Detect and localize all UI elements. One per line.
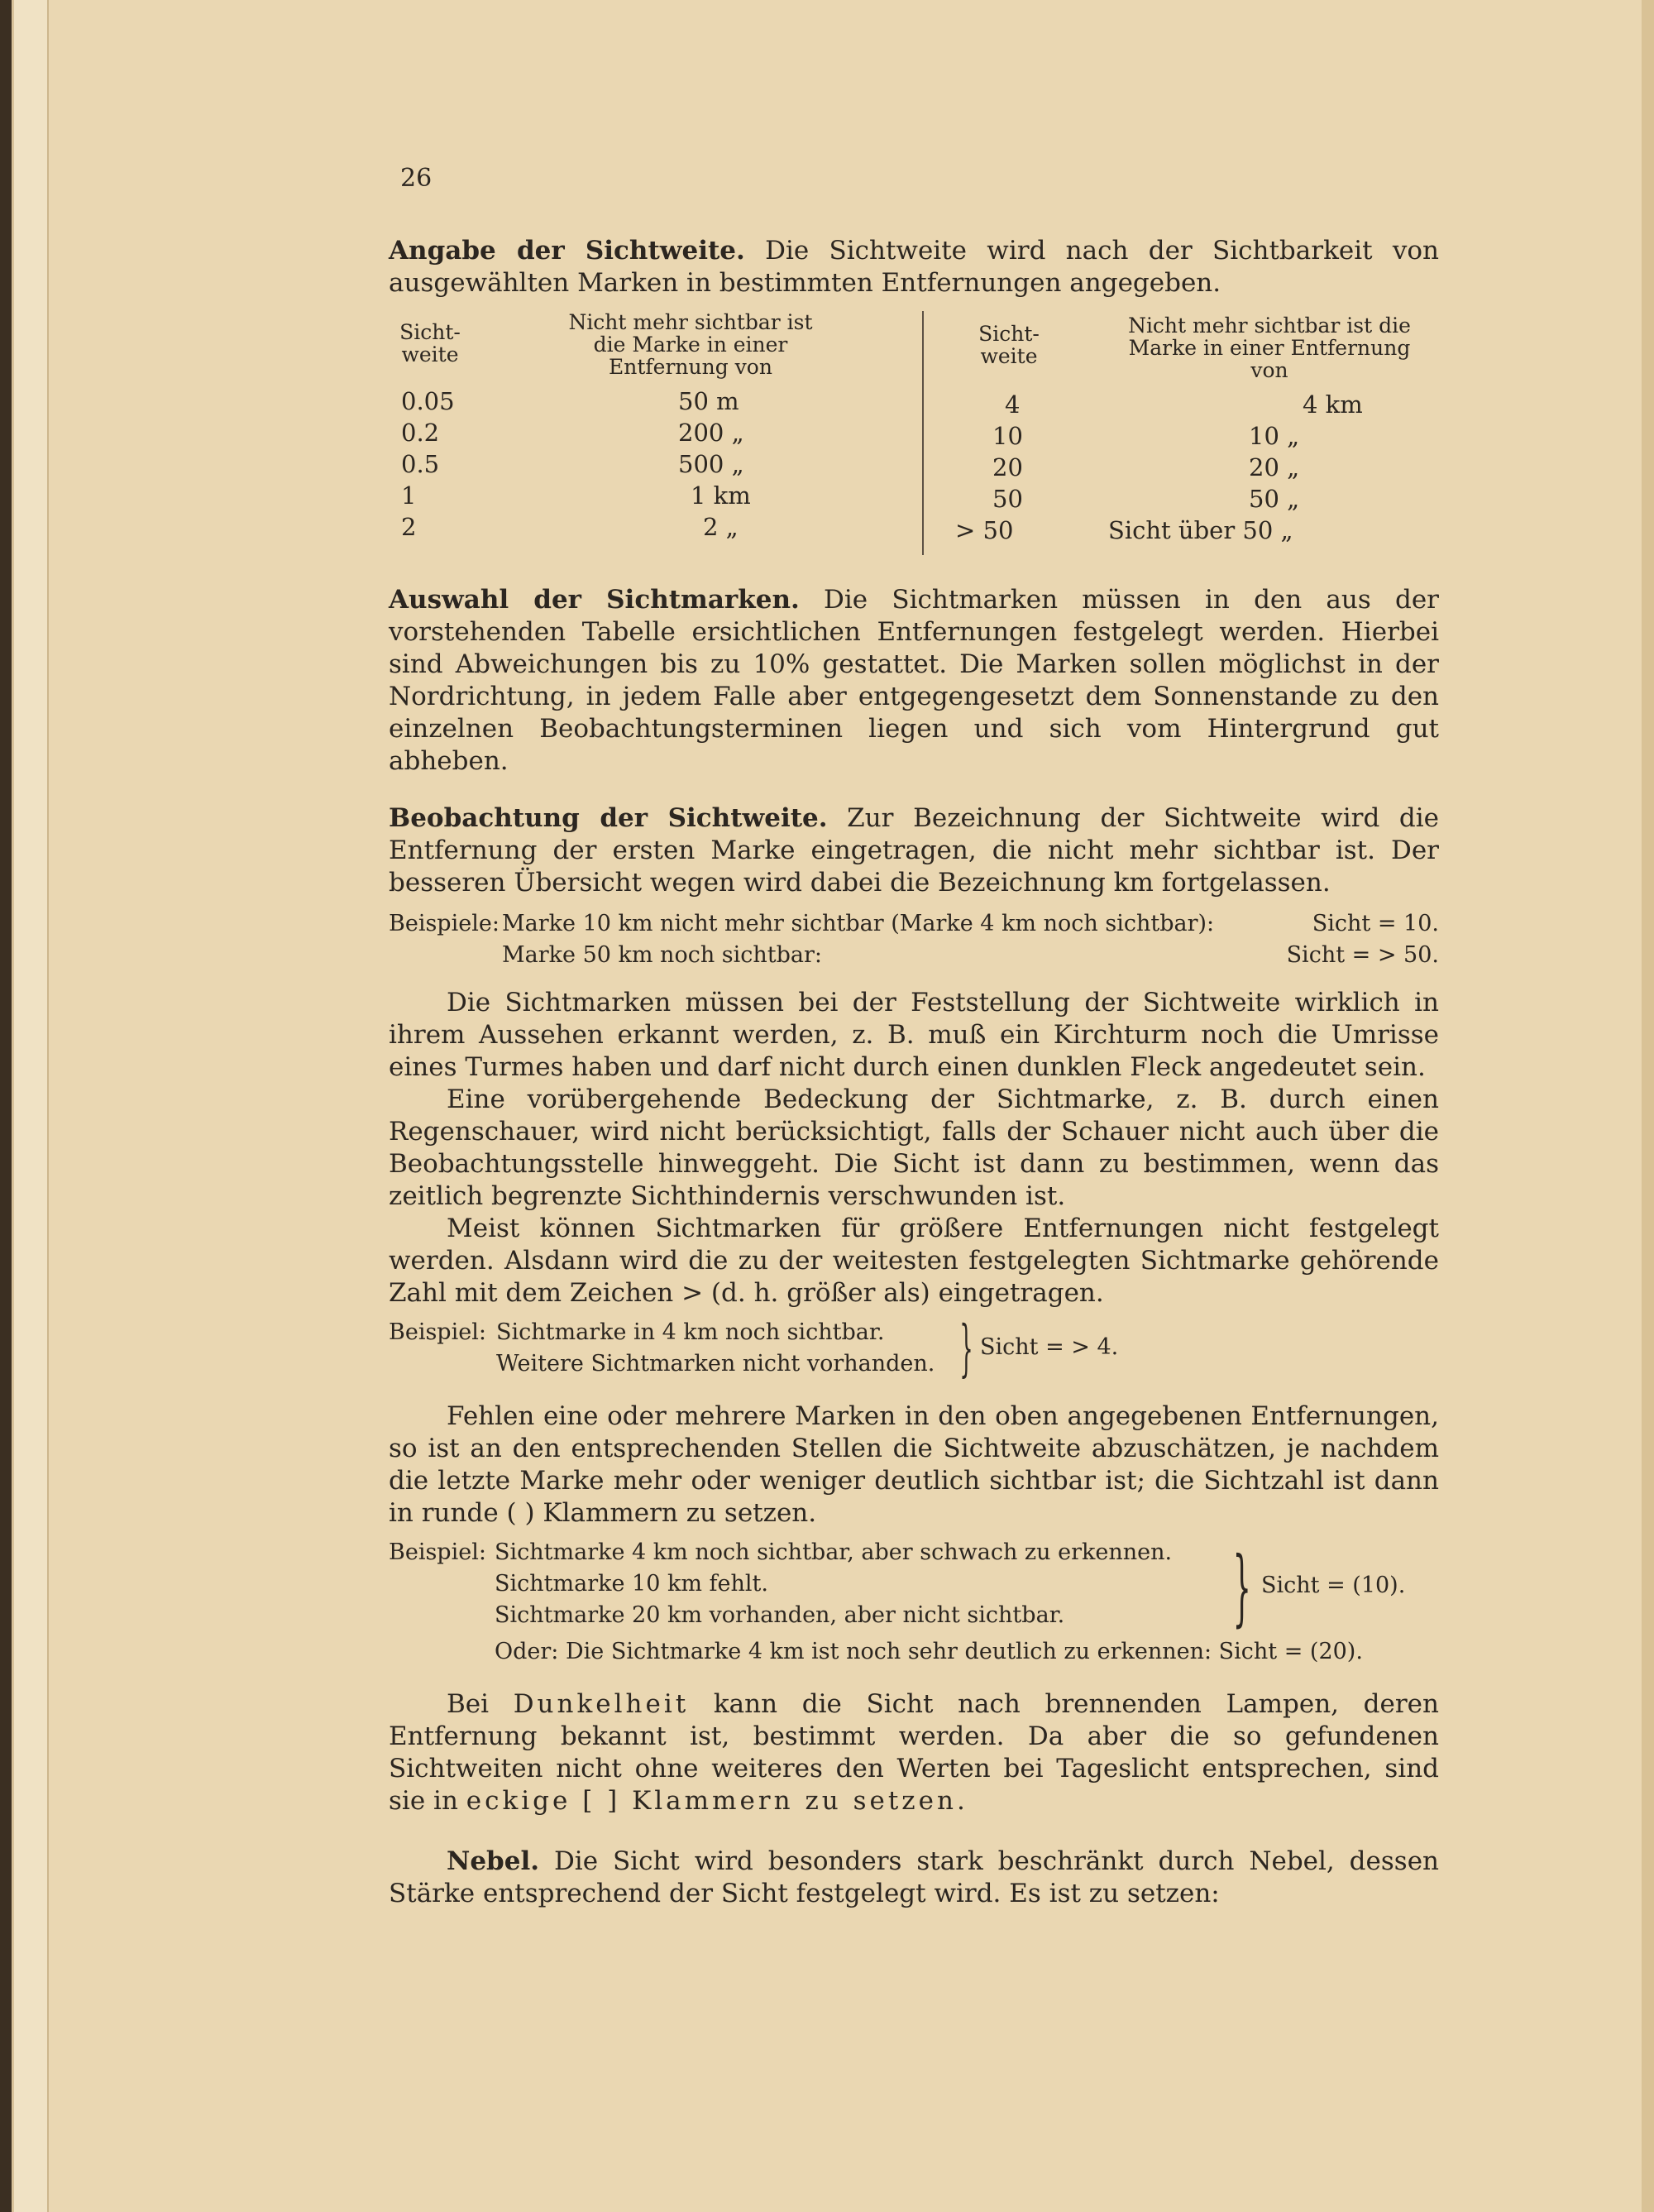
paragraph-5 [389,1688,1439,1817]
paragraph-1: Die Sichtmarken müssen bei der Feststellung der Sichtweite wirklich in ihrem Aussehen erkannt werden, z. B. muß ein Kirchturm noch die Umrisse eines Turmes haben und darf nicht durch einen dunklen Fleck angedeutet sein. [389,988,1439,1082]
example-block-2 [389,1313,1439,1384]
paragraph-5-eckige: eckige [ ] Klammern zu setzen. [466,1786,968,1816]
beobachtung-heading: Beobachtung der Sichtweite. [389,803,828,833]
brace: } [959,1313,973,1384]
table-row-right-dist: Sicht über 50 „ [1108,516,1293,544]
table-right-dist-header: Nicht mehr sichtbar ist die Marke in einer Entfernung von [1128,314,1411,382]
paragraph-4: Fehlen eine oder mehrere Marken in den oben angegebenen Entfernungen, so ist an den entsprechenden Stellen die Sichtweite abzuschätzen, je nachdem die letzte Marke mehr oder weniger deutlich sichtbar ist; die Sichtzahl ist dann in runde ( ) Klammern zu setzen. [389,1401,1439,1528]
example-line-2: Marke 50 km noch sichtbar: [502,942,823,968]
table-row-left-sicht: 1 [401,481,417,510]
example-line-2: Weitere Sichtmarken nicht vorhanden. [496,1351,935,1377]
table-row-left-dist: 2 „ [703,513,739,541]
table-row-left-dist: 1 km [691,481,751,510]
table-row-right-sicht: 10 [992,422,1023,450]
table-row-left-dist: 50 m [678,387,739,415]
table-row-right-dist: 4 km [1303,390,1363,419]
table-row-left-sicht: 2 [401,513,417,541]
example-label: Beispiel: [389,1539,486,1565]
example-line-1: Sichtmarke in 4 km noch sichtbar. [496,1319,885,1345]
auswahl-text: Die Sichtmarken müssen in den aus der vorstehenden Tabelle ersichtlichen Entfernungen festgelegt werden. Hierbei sind Abweichungen bis zu 10% gestattet. Die Marken sollen möglichst in der Nordrichtung, in jedem Falle aber entgegengesetzt dem Sonnenstande zu den einzelnen Beobachtungsterminen liegen und sich vom Hintergrund gut abheben. [389,585,1440,776]
table-right-sicht-header: Sicht- weite [978,322,1040,368]
example-label: Beispiel: [389,1319,486,1345]
angabe-text: Die Sichtweite wird nach der Sichtbarkeit von ausgewählten Marken in bestimmten Entfernungen angegeben. [389,236,1439,298]
page-binding-edge [14,0,49,2212]
table-row-left-sicht: 0.05 [401,387,455,415]
angabe-heading: Angabe der Sichtweite. [389,236,745,266]
table-left-sicht-header: Sicht- weite [399,320,461,366]
angabe-paragraph [389,235,1439,299]
table-row-right-sicht: 50 [992,485,1023,513]
example-result-1: Sicht = 10. [1312,911,1439,936]
table-row-right-sicht: 4 [1005,390,1021,419]
example-label: Beispiele: [389,911,500,936]
table-row-right-dist: 10 „ [1249,422,1300,450]
auswahl-heading: Auswahl der Sichtmarken. [389,585,800,615]
example-line-3: Sichtmarke 20 km vorhanden, aber nicht sichtbar. [495,1602,1065,1628]
nebel-heading: Nebel. [447,1846,540,1876]
example-block-3 [389,1538,1439,1670]
example-line-2: Sichtmarke 10 km fehlt. [495,1571,768,1597]
paragraph-2: Eine vorübergehende Bedeckung der Sichtmarke, z. B. durch einen Regenschauer, wird nicht berücksichtigt, falls der Schauer nicht auch über die Beobachtungsstelle hinweggeht. Die Sicht ist dann zu bestimmen, wenn das zeitlich begrenzte Sichthindernis verschwunden ist. [389,1084,1439,1211]
table-row-left-sicht: 0.5 [401,450,440,478]
paragraph-5-dunkelheit: Dunkelheit [513,1689,690,1719]
beobachtung-text: Zur Bezeichnung der Sichtweite wird die Entfernung der ersten Marke eingetragen, die nicht mehr sichtbar ist. Der besseren Übersicht wegen wird dabei die Bezeichnung km fortgelassen. [389,803,1439,898]
example-line-1: Sichtmarke 4 km noch sichtbar, aber schwach zu erkennen. [495,1539,1173,1565]
table-divider [922,311,924,555]
example-result-2: Sicht = > 50. [1286,942,1439,968]
auswahl-paragraph [389,584,1439,778]
paragraph-3: Meist können Sichtmarken für größere Entfernungen nicht festgelegt werden. Alsdann wird die zu der weitesten festgelegten Sichtmarke gehörende Zahl mit dem Zeichen > (d. h. größer als) eingetragen. [389,1214,1439,1308]
paragraph-5-middle: kann die Sicht nach brennenden Lampen, deren Entfernung bekannt ist, bestimmt werden. Da aber die so gefundenen Sichtweiten nicht ohne weiteres den Werten bei Tageslicht entsprechen, sind sie in [389,1689,1439,1816]
table-row-right-dist: 50 „ [1249,485,1300,513]
nebel-paragraph [389,1846,1439,1910]
table-row-left-dist: 200 „ [678,419,744,447]
table-row-right-sicht: 20 [992,453,1023,481]
table-row-right-sicht: > 50 [955,516,1014,544]
brace: } [1232,1539,1251,1635]
beobachtung-examples [389,909,1439,974]
example-result: Sicht = (10). [1261,1573,1406,1598]
table-left-dist-header: Nicht mehr sichtbar ist die Marke in einer Entfernung von [568,310,813,379]
table-row-left-dist: 500 „ [678,450,744,478]
example-oder: Oder: Die Sichtmarke 4 km ist noch sehr deutlich zu erkennen: Sicht = (20). [495,1639,1363,1664]
nebel-text: Die Sicht wird besonders stark beschränkt durch Nebel, dessen Stärke entsprechend der Sicht festgelegt wird. Es ist zu setzen: [389,1846,1439,1908]
paragraph-5-start: Bei [447,1689,490,1719]
example-result: Sicht = > 4. [980,1334,1119,1360]
table-row-right-dist: 20 „ [1249,453,1300,481]
page-number: 26 [400,164,433,193]
page-right-edge [1642,0,1654,2212]
example-line-1: Marke 10 km nicht mehr sichtbar (Marke 4 km noch sichtbar): [502,911,1215,936]
page-content [389,149,1439,1910]
beobachtung-paragraph [389,802,1439,899]
table-row-left-sicht: 0.2 [401,419,440,447]
visibility-table [389,311,1439,559]
